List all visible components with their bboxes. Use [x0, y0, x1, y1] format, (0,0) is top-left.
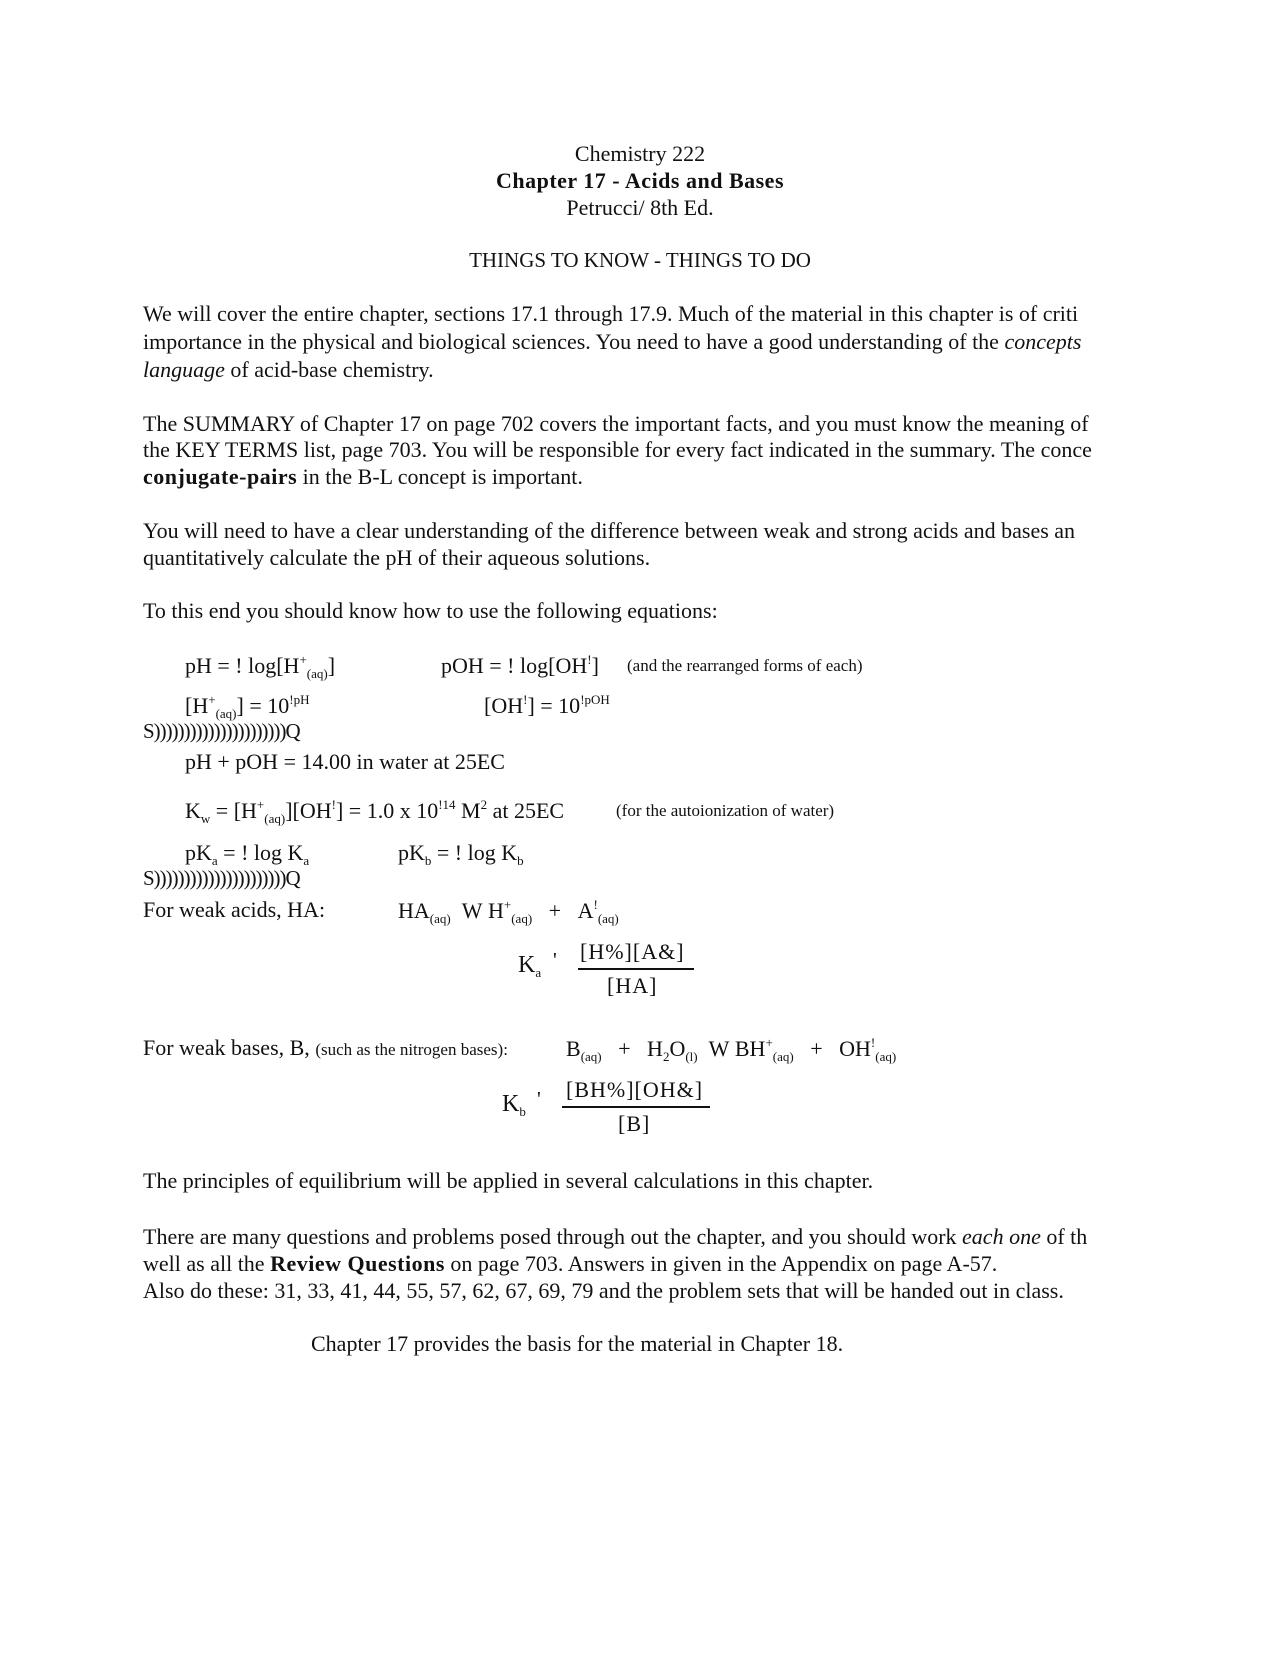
poh-close: ]: [591, 653, 599, 678]
para1-line2: [143, 329, 1081, 355]
h-conc-equation: [185, 692, 309, 722]
para1-line1: We will cover the entire chapter, sections 17.1 through 17.9. Much of the material in this chapter is of criti: [143, 301, 1079, 326]
kb-denominator: [B]: [618, 1111, 651, 1136]
poh-lhs: pOH = ! log[OH: [441, 653, 588, 678]
ha-aq: (aq): [429, 911, 451, 926]
kw-equation: [185, 797, 564, 827]
pka-sub2: a: [303, 853, 310, 868]
pka-rest: = ! log K: [217, 840, 304, 865]
h-eq: ] = 10: [236, 693, 290, 718]
equilibrium-arrow-1: W: [461, 898, 483, 923]
bh-plus: +: [765, 1035, 773, 1050]
oh-open: [OH: [484, 693, 524, 718]
h-aq: (aq): [215, 706, 237, 721]
kw-note: (for the autoionization of water): [616, 801, 835, 820]
base-b-aq: (aq): [580, 1049, 602, 1064]
weak-base-reaction: [566, 1035, 896, 1065]
a-ion-minus: !: [593, 897, 598, 912]
ka-denominator: [HA]: [607, 973, 658, 998]
para2-line1: The SUMMARY of Chapter 17 on page 702 covers the important facts, and you must know the meaning of: [143, 411, 1089, 436]
kw-plus: +: [256, 797, 265, 812]
oh-ion: OH: [839, 1036, 871, 1061]
h-ion: H: [487, 898, 504, 923]
box-rule-1: S))))))))))))))))))))))Q: [143, 719, 300, 743]
review-questions-term: Review Questions: [270, 1251, 445, 1276]
ka-symbol: [518, 952, 541, 981]
oh-eq: ] = 10: [527, 693, 581, 718]
rearranged-note: (and the rearranged forms of each): [627, 656, 863, 675]
kw-m2: 2: [480, 797, 488, 812]
h-ion-aq: (aq): [511, 911, 533, 926]
para6-line1-text: There are many questions and problems posed through out the chapter, and you should work: [143, 1224, 963, 1249]
bh-ion: BH: [734, 1036, 766, 1061]
kw-sub: w: [200, 811, 211, 826]
weak-base-text: For weak bases, B,: [143, 1035, 316, 1060]
course-title: Chemistry 222: [574, 141, 706, 166]
para6-line1: [143, 1224, 1087, 1250]
para2-line3: [143, 464, 583, 490]
poh-equation: [441, 652, 599, 679]
ph-lhs: pH = ! log[H: [185, 653, 300, 678]
kw-k: K: [185, 798, 201, 823]
h-open: [H: [185, 693, 209, 718]
pkb-rest: = ! log K: [431, 840, 518, 865]
box-rule-2: S))))))))))))))))))))))Q: [143, 866, 300, 890]
para1-language: language: [143, 357, 225, 382]
equilibrium-arrow-2: W: [708, 1036, 730, 1061]
ph-aq: (aq): [306, 666, 328, 681]
pkb-equation: [398, 840, 524, 869]
poh-minus: !: [587, 652, 592, 667]
ka-sub: a: [535, 965, 542, 980]
water-o: O: [669, 1036, 686, 1061]
oh-aq: (aq): [875, 1049, 897, 1064]
kb-numerator: [BH%][OH&]: [566, 1077, 704, 1102]
edition: Petrucci/ 8th Ed.: [566, 195, 714, 220]
kb-sub: b: [519, 1104, 526, 1119]
plus-1: +: [548, 898, 562, 923]
oh-exp: !pOH: [580, 692, 610, 707]
para6-each-one: each one: [962, 1224, 1041, 1249]
kw-at: at 25EC: [487, 798, 565, 823]
para1-line3: [143, 357, 434, 383]
h-ion-plus: +: [503, 897, 512, 912]
ph-equation: [185, 652, 335, 682]
pkb-sub2: b: [517, 853, 524, 868]
weak-acid-reaction: [398, 897, 619, 927]
weak-base-label: [143, 1035, 508, 1061]
oh-minus: !: [523, 692, 528, 707]
ph-plus: +: [299, 652, 307, 667]
a-ion-aq: (aq): [597, 911, 619, 926]
kw-exp: !14: [438, 797, 456, 812]
water-l: (l): [685, 1049, 698, 1064]
para6-line2: [143, 1251, 997, 1277]
ka-fraction-bar: [578, 968, 694, 970]
kb-k: K: [502, 1091, 520, 1117]
ha: HA: [398, 898, 430, 923]
footer-note: Chapter 17 provides the basis for the material in Chapter 18.: [311, 1331, 844, 1356]
pka-equation: [185, 840, 309, 869]
para4-line1: To this end you should know how to use the following equations:: [143, 598, 718, 623]
h-plus: +: [208, 692, 216, 707]
ka-equals: ': [553, 948, 557, 972]
para6-line2-text: well as all the: [143, 1251, 271, 1276]
ph-poh-sum: pH + pOH = 14.00 in water at 25EC: [185, 749, 505, 774]
para3-line1: You will need to have a clear understanding of the difference between weak and strong acids and bases an: [143, 518, 1076, 543]
plus-2: +: [618, 1036, 631, 1061]
kb-fraction-bar: [562, 1106, 710, 1108]
plus-3: +: [810, 1036, 823, 1061]
bh-aq: (aq): [772, 1049, 794, 1064]
para2-line3-text: in the B-L concept is important.: [297, 464, 583, 489]
pkb-p: pK: [398, 840, 425, 865]
para6-line2-end: on page 703. Answers in given in the Appendix on page A-57.: [444, 1251, 998, 1276]
kw-rest: ] = 1.0 x 10: [335, 798, 439, 823]
section-subtitle: THINGS TO KNOW - THINGS TO DO: [469, 248, 811, 272]
oh-minus-sign: !: [870, 1035, 876, 1050]
kb-equals: ': [537, 1087, 541, 1111]
conjugate-pairs-term: conjugate-pairs: [143, 464, 298, 489]
para2-line2: the KEY TERMS list, page 703. You will be responsible for every fact indicated in the summary. The conce: [143, 437, 1092, 462]
oh-conc-equation: [484, 692, 610, 719]
pka-p: pK: [185, 840, 212, 865]
kw-eq: = [H: [210, 798, 257, 823]
kw-m: M: [455, 798, 481, 823]
ka-k: K: [518, 952, 536, 978]
para5-line1: The principles of equilibrium will be applied in several calculations in this chapter.: [143, 1168, 874, 1193]
ph-close: ]: [327, 653, 336, 678]
pka-sub: a: [211, 853, 218, 868]
kb-symbol: [502, 1091, 526, 1120]
para1-concepts: concepts: [1004, 329, 1082, 354]
ka-numerator: [H%][A&]: [580, 939, 685, 964]
chapter-title: Chapter 17 - Acids and Bases: [495, 168, 785, 193]
h-exp: !pH: [289, 692, 310, 707]
para1-line2-text: importance in the physical and biological sciences. You need to have a good understanding of the: [143, 329, 1005, 354]
para3-line2: quantitatively calculate the pH of their aqueous solutions.: [143, 545, 651, 570]
kw-aq: (aq): [264, 811, 286, 826]
kw-mid: ][OH: [285, 798, 332, 823]
weak-acid-label: For weak acids, HA:: [143, 897, 326, 922]
weak-base-note: (such as the nitrogen bases):: [315, 1040, 508, 1059]
base-b: B: [566, 1036, 581, 1061]
para6-line3: Also do these: 31, 33, 41, 44, 55, 57, 62, 67, 69, 79 and the problem sets that will be handed out in class.: [143, 1278, 1064, 1303]
pkb-sub: b: [424, 853, 432, 868]
para1-line3-text: of acid-base chemistry.: [224, 357, 434, 382]
kw-minus: !: [331, 797, 336, 812]
water-h: H: [647, 1036, 663, 1061]
water-2: 2: [662, 1049, 670, 1064]
a-ion: A: [577, 898, 594, 923]
para6-line1-end: of th: [1040, 1224, 1088, 1249]
